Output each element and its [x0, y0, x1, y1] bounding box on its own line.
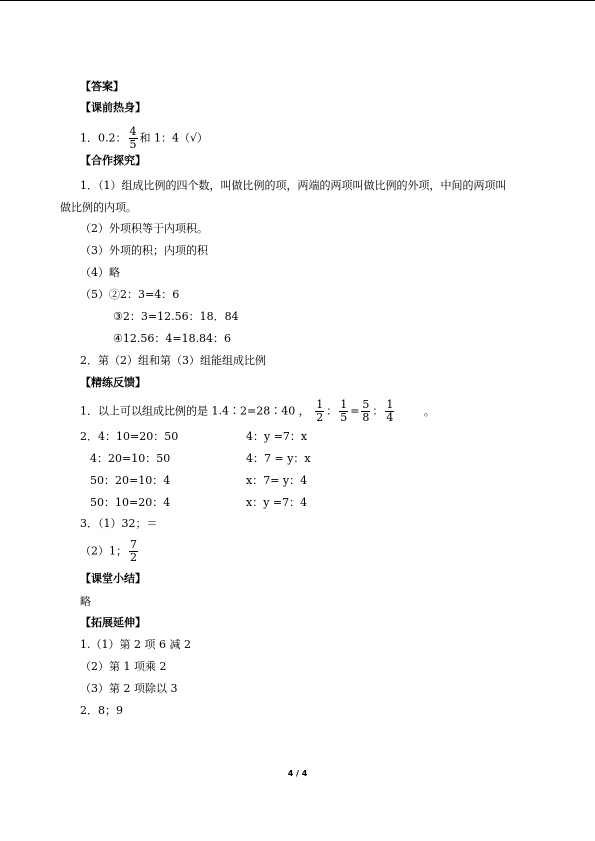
practice-q2-right-3: x：7= y：4: [246, 474, 308, 487]
answer-header: 【答案】: [80, 80, 124, 93]
fraction-numerator: 4: [129, 125, 137, 138]
warmup-line-1-prefix: 1．0.2：: [80, 131, 127, 145]
practice-q2-right-4: x：y =7：4: [246, 496, 308, 509]
fraction: [315, 399, 324, 424]
practice-q2-right-2: 4：7 = y：x: [246, 452, 311, 465]
fraction-denominator: 2: [130, 551, 137, 564]
warmup-line-1-suffix: 和 1：4（√）: [139, 131, 209, 145]
practice-q3-line-1: 3．（1）32；＝: [80, 517, 158, 530]
explore-line-8: 2．第（2）组和第（3）组能组成比例: [80, 354, 266, 367]
explore-title: 【合作探究】: [80, 154, 146, 167]
fraction: [339, 399, 348, 424]
practice-line-1-prefix: 1．以上可以组成比例的是 1.4∶2=28∶40 ，: [80, 404, 310, 418]
practice-title: 【精练反馈】: [80, 376, 146, 389]
ratio-operator: ：: [372, 404, 384, 418]
practice-q2-left-3: 50：20=10：4: [90, 474, 171, 487]
practice-line-1: [80, 399, 435, 424]
fraction-numerator: 1: [386, 398, 394, 411]
page-top-border: [0, 0, 595, 1]
explore-line-2: （2）外项积等于内项积。: [80, 222, 208, 235]
fraction-denominator: 5: [340, 411, 348, 424]
fraction: [129, 126, 138, 151]
fraction-denominator: 4: [386, 411, 394, 424]
summary-text: 略: [80, 595, 91, 608]
fraction-denominator: 2: [316, 411, 324, 424]
equals-operator: =: [350, 404, 360, 418]
explore-line-5: （5）②2：3=4：6: [80, 288, 180, 301]
explore-line-6: ③2：3=12.56：18．84: [113, 310, 239, 323]
explore-line-3: （3）外项的积；内项的积: [80, 244, 208, 257]
explore-line-4: （4）略: [80, 266, 120, 279]
sentence-end: 。: [423, 404, 435, 418]
explore-line-7: ④12.56：4=18.84：6: [113, 332, 232, 345]
practice-q3-line-2-prefix: （2）1；: [80, 544, 127, 558]
fraction: [361, 399, 370, 424]
warmup-title: 【课前热身】: [80, 101, 146, 114]
ratio-operator: ：: [326, 404, 338, 418]
fraction: [129, 539, 138, 564]
fraction-numerator: 1: [340, 398, 348, 411]
warmup-line-1: [80, 126, 208, 151]
extend-line-3: （3）第 2 项除以 3: [80, 682, 178, 695]
fraction: [385, 399, 394, 424]
fraction-numerator: 5: [362, 398, 370, 411]
fraction-denominator: 5: [129, 138, 137, 151]
extend-line-1: 1.（1）第 2 项 6 减 2: [80, 638, 191, 651]
explore-line-1a: 1．（1）组成比例的四个数，叫做比例的项，两端的两项叫做比例的外项，中间的两项叫: [80, 179, 507, 192]
fraction-numerator: 1: [316, 398, 324, 411]
practice-q2-left-1: 2．4：10=20：50: [80, 430, 179, 443]
explore-line-1b: 做比例的内项。: [60, 201, 137, 214]
practice-q2-right-1: 4：y =7：x: [246, 430, 308, 443]
extend-title: 【拓展延伸】: [80, 616, 146, 629]
extend-line-4: 2．8；9: [80, 704, 123, 717]
page-number: 4 / 4: [287, 769, 308, 778]
practice-q3-line-2: [80, 539, 140, 564]
extend-line-2: （2）第 1 项乘 2: [80, 660, 167, 673]
practice-q2-left-2: 4：20=10：50: [90, 452, 171, 465]
fraction-denominator: 8: [362, 411, 370, 424]
summary-title: 【课堂小结】: [80, 572, 146, 585]
practice-q2-left-4: 50：10=20：4: [90, 496, 171, 509]
fraction-numerator: 7: [130, 538, 137, 551]
